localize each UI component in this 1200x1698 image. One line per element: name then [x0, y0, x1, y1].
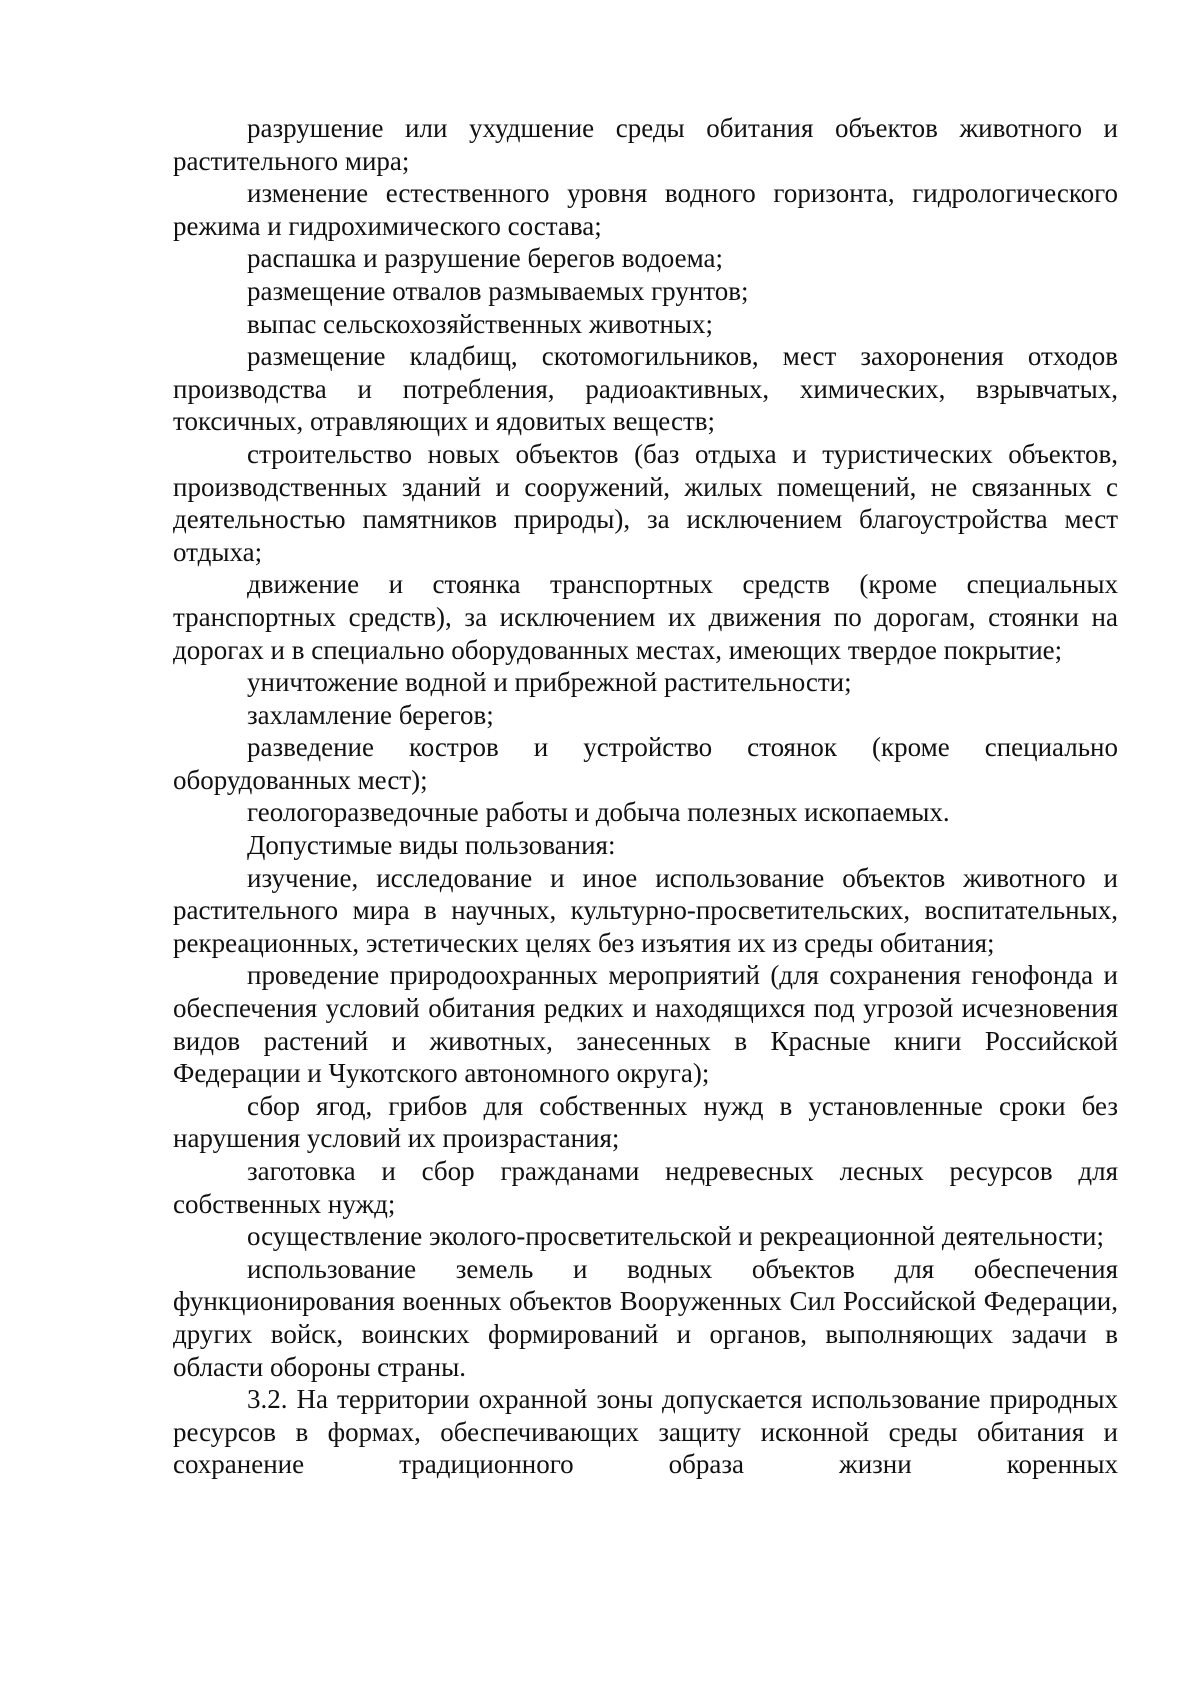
- paragraph-dumps-placement: размещение отвалов размываемых грунтов;: [247, 275, 749, 306]
- paragraph-habitat-destruction: разрушение или ухудшение среды обитания объектов животного и растительного мира;: [173, 113, 1118, 176]
- paragraph-plowing-banks: распашка и разрушение берегов водоема;: [247, 243, 724, 274]
- paragraph-conservation-measures: проведение природоохранных мероприятий (для сохранения генофонда и обеспечения условий обитания редких и находящихся под угрозой исчезновения видов растений и животных, занесенных в Красные книги Российской Федерации и Чукотского автономного округа);: [173, 960, 1118, 1089]
- paragraph-grazing: выпас сельскохозяйственных животных;: [247, 308, 714, 339]
- paragraph-military-use: использование земель и водных объектов для обеспечения функционирования военных объектов Вооруженных Сил Российской Федерации, других войск, воинских формирований и органов, выполняющих задачи в области обороны страны.: [173, 1253, 1118, 1382]
- paragraph-water-level-change: изменение естественного уровня водного горизонта, гидрологического режима и гидрохимического состава;: [173, 178, 1118, 241]
- paragraph-new-construction: строительство новых объектов (баз отдыха и туристических объектов, производственных зданий и сооружений, жилых помещений, не связанных с деятельностью памятников природы), за исключением благоустройства мест отдыха;: [173, 438, 1118, 567]
- paragraph-littering: захламление берегов;: [247, 699, 494, 730]
- document-page: [173, 112, 1118, 1481]
- paragraph-vegetation-destruction: уничтожение водной и прибрежной растительности;: [247, 667, 852, 698]
- paragraph-eco-education: осуществление эколого-просветительской и рекреационной деятельности;: [247, 1221, 1104, 1252]
- paragraph-non-timber-resources: заготовка и сбор гражданами недревесных лесных ресурсов для собственных нужд;: [173, 1156, 1118, 1219]
- paragraph-berry-mushroom-gathering: сбор ягод, грибов для собственных нужд в установленные сроки без нарушения условий их произрастания;: [173, 1090, 1118, 1154]
- paragraph-mining: геологоразведочные работы и добыча полезных ископаемых.: [247, 797, 950, 828]
- paragraph-permitted-uses-heading: Допустимые виды пользования:: [247, 830, 616, 861]
- paragraph-cemeteries-waste: размещение кладбищ, скотомогильников, мест захоронения отходов производства и потребления, радиоактивных, химических, взрывчатых, токсичных, отравляющих и ядовитых веществ;: [173, 341, 1118, 437]
- paragraph-campfires: разведение костров и устройство стоянок (кроме специально оборудованных мест);: [173, 732, 1118, 795]
- paragraph-section-3-2: 3.2. На территории охранной зоны допускается использование природных ресурсов в формах, обеспечивающих защиту исконной среды обитания и сохранение традиционного образа жизни коренных: [173, 1384, 1118, 1480]
- paragraph-vehicle-traffic: движение и стоянка транспортных средств (кроме специальных транспортных средств), за исключением их движения по дорогам, стоянки на дорогах и в специально оборудованных местах, имеющих твердое покрытие;: [173, 569, 1118, 665]
- paragraph-research-use: изучение, исследование и иное использование объектов животного и растительного мира в научных, культурно-просветительских, воспитательных, рекреационных, эстетических целях без изъятия их из среды обитания;: [173, 862, 1118, 958]
